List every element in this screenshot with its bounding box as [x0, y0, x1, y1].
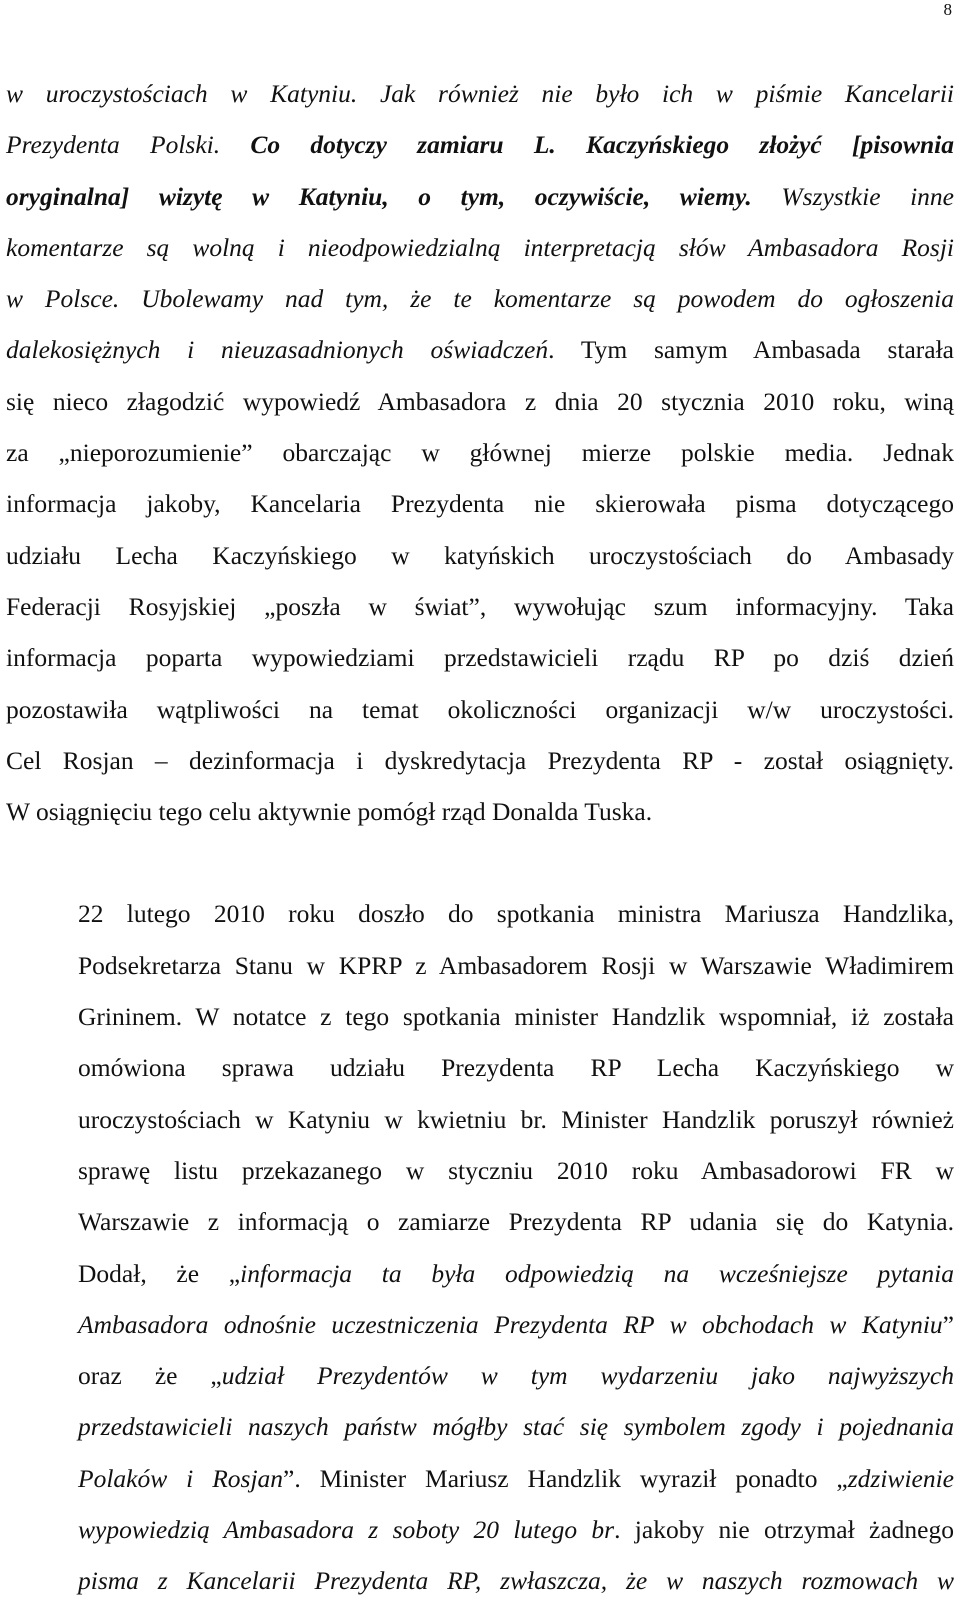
text-run: omówiona sprawa udziału Prezydenta RP Lecha Kaczyńskiego w	[78, 1053, 954, 1083]
text-run: przedstawicieli naszych państw mógłby stać się symbolem zgody i pojednania	[78, 1412, 954, 1442]
text-run: sprawę listu przekazanego w styczniu 2010 roku Ambasadorowi FR w	[78, 1155, 954, 1185]
text-run: 22 lutego 2010 roku doszło do spotkania ministra Mariusza Handzlika,	[78, 899, 954, 929]
text-run: Wszystkie inne	[751, 181, 955, 211]
text-line	[6, 222, 954, 273]
text-run: Ambasadora odnośnie uczestniczenia Prezydenta RP w obchodach w Katyniu	[78, 1309, 943, 1339]
text-run: pozostawiła wątpliwości na temat okoliczności organizacji w/w uroczystości.	[6, 694, 954, 724]
text-run: W osiągnięciu tego celu aktywnie pomógł rząd Donalda Tuska.	[6, 797, 653, 827]
text-line	[6, 1504, 954, 1555]
text-run: oryginalna] wizytę w Katyniu, o tym, oczywiście, wiemy.	[6, 181, 752, 211]
text-run: Polaków i Rosjan	[78, 1463, 284, 1493]
text-line	[6, 273, 954, 324]
text-run: ”	[942, 1309, 954, 1339]
text-line	[6, 119, 954, 170]
text-run: Cel Rosjan – dezinformacja i dyskredytacja Prezydenta RP - został osiągnięty.	[6, 745, 954, 775]
text-run: w Polsce. Ubolewamy nad tym, że te komentarze są powodem do ogłoszenia	[6, 284, 954, 314]
text-line	[6, 376, 954, 427]
text-run: ”. Minister Mariusz Handzlik wyraził ponadto „	[283, 1463, 848, 1493]
text-line	[6, 427, 954, 478]
text-line	[6, 991, 954, 1042]
text-run: w uroczystościach w Katyniu. Jak również nie było ich w piśmie Kancelarii	[6, 79, 954, 108]
text-run: dalekosiężnych i nieuzasadnionych oświadczeń	[6, 335, 549, 365]
text-line	[6, 735, 954, 786]
text-run: oraz że „	[78, 1361, 222, 1391]
text-run: zdziwienie	[847, 1463, 954, 1493]
paragraph-2	[6, 888, 954, 1606]
text-line	[6, 581, 954, 632]
text-line	[6, 888, 954, 939]
text-run: informacja poparta wypowiedziami przedstawicieli rządu RP po dziś dzień	[6, 643, 954, 673]
text-line	[6, 1196, 954, 1247]
text-line	[6, 684, 954, 735]
text-run: Podsekretarza Stanu w KPRP z Ambasadorem Rosji w Warszawie Władimirem	[78, 950, 954, 980]
text-line	[6, 171, 954, 222]
text-run: Federacji Rosyjskiej „poszła w świat”, wywołując szum informacyjny. Taka	[6, 591, 954, 621]
text-line	[6, 1248, 954, 1299]
text-line	[6, 940, 954, 991]
text-run: udział Prezydentów w tym wydarzeniu jako najwyższych	[221, 1361, 954, 1391]
text-run: Dodał, że „	[78, 1258, 241, 1288]
text-line	[6, 1299, 954, 1350]
text-line	[6, 1145, 954, 1196]
text-line	[6, 1555, 954, 1606]
text-line	[6, 632, 954, 683]
text-run: się nieco złagodzić wypowiedź Ambasadora z dnia 20 stycznia 2010 roku, winą	[6, 386, 954, 416]
text-line	[6, 530, 954, 581]
text-run: pisma z Kancelarii Prezydenta RP, zwłaszcza, że w naszych rozmowach w	[78, 1566, 954, 1596]
text-run: informacja jakoby, Kancelaria Prezydenta nie skierowała pisma dotyczącego	[6, 489, 954, 519]
text-line	[6, 1042, 954, 1093]
text-run: Co dotyczy zamiaru L. Kaczyńskiego złożyć [pisownia	[250, 130, 954, 160]
text-run: Prezydenta Polski.	[6, 130, 251, 160]
paragraph-1	[6, 68, 954, 837]
text-line	[6, 1453, 954, 1504]
text-line	[6, 1401, 954, 1452]
text-run: komentarze są wolną i nieodpowiedzialną interpretacją słów Ambasadora Rosji	[6, 232, 954, 262]
text-run: Grininem. W notatce z tego spotkania minister Handzlik wspomniał, iż została	[78, 1002, 954, 1032]
text-line	[6, 478, 954, 529]
text-run: . Tym samym Ambasada starała	[548, 335, 955, 365]
text-line	[6, 786, 954, 837]
text-line	[6, 324, 954, 375]
text-line	[6, 68, 954, 119]
text-run: uroczystościach w Katyniu w kwietniu br. Minister Handzlik poruszył również	[78, 1104, 954, 1134]
text-run: Warszawie z informacją o zamiarze Prezydenta RP udania się do Katynia.	[78, 1207, 954, 1237]
document-body	[6, 68, 954, 1607]
page-number: 8	[943, 0, 952, 19]
text-run: udziału Lecha Kaczyńskiego w katyńskich uroczystościach do Ambasady	[6, 540, 954, 570]
text-run: wypowiedzią Ambasadora z soboty 20 lutego br	[78, 1515, 615, 1545]
text-run: za „nieporozumienie” obarczając w głównej mierze polskie media. Jednak	[6, 438, 954, 468]
text-run: informacja ta była odpowiedzią na wcześniejsze pytania	[240, 1258, 954, 1288]
text-line	[6, 1350, 954, 1401]
text-line	[6, 1094, 954, 1145]
text-run: . jakoby nie otrzymał żadnego	[614, 1515, 954, 1545]
